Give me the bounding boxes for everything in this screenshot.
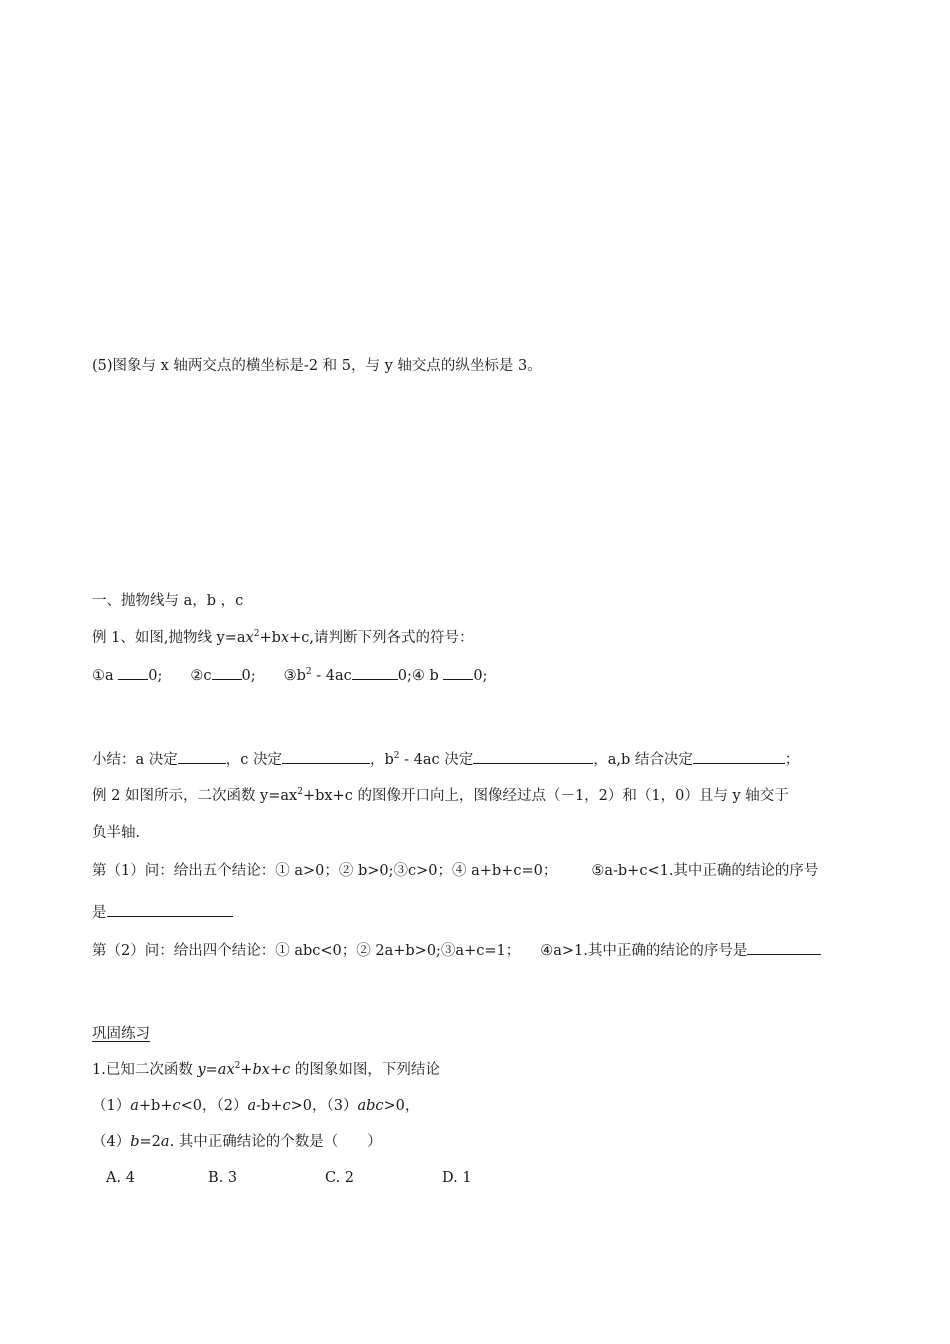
cond-3-abc: abc — [357, 1098, 384, 1114]
question-1-prompt: ⑤a-b+c<1.其中正确的结论的序号 — [591, 863, 819, 879]
option-d[interactable]: D. 1 — [442, 1170, 472, 1186]
cond-4-eq: =2 — [139, 1134, 161, 1150]
example-2-line-2 — [92, 823, 140, 843]
item-disc-mid: - 4ac — [311, 668, 352, 684]
blank-disc[interactable] — [352, 664, 398, 680]
item-a-end: 0; — [148, 668, 163, 684]
cond-4-question: . 其中正确结论的个数是（ ） — [169, 1134, 382, 1150]
question-2-conclusions: 第（2）问：给出四个结论：① abc<0；② 2a+b>0;③a+c=1； — [92, 943, 521, 959]
practice-1-condition-4 — [92, 1132, 382, 1152]
blank-disc-decides[interactable] — [473, 748, 593, 764]
example-2-question-1-answer — [92, 901, 233, 923]
example-1-exponent: 2 — [253, 629, 260, 639]
question-1-conclusions: 第（1）问：给出五个结论：① a>0；② b>0;③c>0；④ a+b+c=0； — [92, 863, 558, 879]
summary-disc-label: - 4ac 决定 — [399, 752, 474, 768]
example-1-x-2: x — [280, 630, 290, 646]
section-heading — [92, 591, 243, 611]
item-a-label: ①a — [92, 668, 119, 684]
cond-4-label: （4） — [92, 1134, 131, 1150]
option-c[interactable]: C. 2 — [325, 1170, 355, 1186]
practice-1-exponent: 2 — [234, 1061, 241, 1071]
practice-1-formula-y: y=ax — [197, 1062, 235, 1078]
example-1-prompt — [92, 628, 473, 648]
blank-ab-decides[interactable] — [693, 748, 785, 764]
summary-end: ； — [784, 752, 800, 768]
blank-a[interactable] — [118, 664, 148, 680]
cond-2-c: c — [282, 1098, 291, 1114]
cond-3-end: >0， — [383, 1098, 420, 1114]
cond-1-mid: +b+ — [138, 1098, 173, 1114]
summary-line — [92, 748, 799, 770]
question-5-text: (5)图象与 x 轴两交点的横坐标是-2 和 5，与 y 轴交点的纵坐标是 3。 — [92, 358, 542, 374]
cond-1-end: <0，（2） — [180, 1098, 248, 1114]
question-5 — [92, 356, 542, 376]
practice-1-prefix: 1.已知二次函数 — [92, 1062, 198, 1078]
summary-b-label: ，b — [370, 752, 394, 768]
cond-2-mid: -b+ — [256, 1098, 283, 1114]
example-1-items — [92, 664, 488, 686]
practice-1-prompt — [92, 1060, 440, 1080]
blank-a-decides[interactable] — [178, 748, 226, 764]
blank-question-2-answer[interactable] — [747, 939, 821, 955]
summary-b-exponent: 2 — [393, 751, 400, 761]
question-1-answer-label: 是 — [92, 905, 107, 921]
item-c-label: ②c — [190, 668, 212, 684]
summary-c-label: ，c 决定 — [225, 752, 282, 768]
cond-2-end: >0，（3） — [290, 1098, 358, 1114]
example-2-question-2 — [92, 939, 821, 961]
item-disc-label: ③b — [283, 668, 306, 684]
example-1-suffix: +b — [259, 630, 281, 646]
option-b[interactable]: B. 3 — [208, 1170, 238, 1186]
practice-1-conditions — [92, 1096, 419, 1116]
example-2-exponent: 2 — [297, 787, 303, 797]
example-1-x: x — [245, 630, 254, 646]
question-2-prompt: ④a>1.其中正确的结论的序号是 — [540, 943, 748, 959]
blank-b[interactable] — [443, 664, 473, 680]
cond-1-a: a — [130, 1098, 139, 1114]
blank-c[interactable] — [212, 664, 242, 680]
cond-2-a: a — [247, 1098, 257, 1114]
item-c-end: 0; — [241, 668, 256, 684]
blank-c-decides[interactable] — [282, 748, 370, 764]
item-b-label: 0;④ b — [397, 668, 444, 684]
practice-1-formula-rest: +bx+c — [240, 1062, 291, 1078]
section-heading-text: 一、抛物线与 a，b ，c — [92, 593, 244, 609]
item-disc-exponent: 2 — [305, 667, 312, 677]
item-b-end: 0; — [473, 668, 488, 684]
example-2-question-1 — [92, 861, 818, 881]
summary-prefix: 小结：a 决定 — [92, 752, 178, 768]
practice-heading — [92, 1024, 150, 1044]
cond-4-a: a — [160, 1134, 170, 1150]
option-a[interactable]: A. 4 — [106, 1170, 135, 1186]
example-1-suffix-2: +c,请判断下列各式的符号： — [289, 630, 474, 646]
example-2-suffix: +bx+c 的图像开口向上，图像经过点（－1，2）和（1，0）且与 y 轴交于 — [302, 788, 789, 804]
practice-1-suffix: 的图象如图，下列结论 — [290, 1062, 440, 1078]
example-2-line-1 — [92, 786, 789, 806]
example-2-prefix: 例 2 如图所示，二次函数 y=ax — [92, 788, 298, 804]
summary-ab-label: ，a,b 结合决定 — [593, 752, 693, 768]
cond-1-c: c — [172, 1098, 181, 1114]
cond-1-label: （1） — [92, 1098, 131, 1114]
practice-heading-text: 巩固练习 — [92, 1026, 150, 1042]
example-2-continuation: 负半轴. — [92, 825, 141, 841]
example-1-prefix: 例 1、如图,抛物线 y=a — [92, 630, 246, 646]
blank-question-1-answer[interactable] — [107, 901, 233, 917]
cond-4-b: b — [130, 1134, 140, 1150]
